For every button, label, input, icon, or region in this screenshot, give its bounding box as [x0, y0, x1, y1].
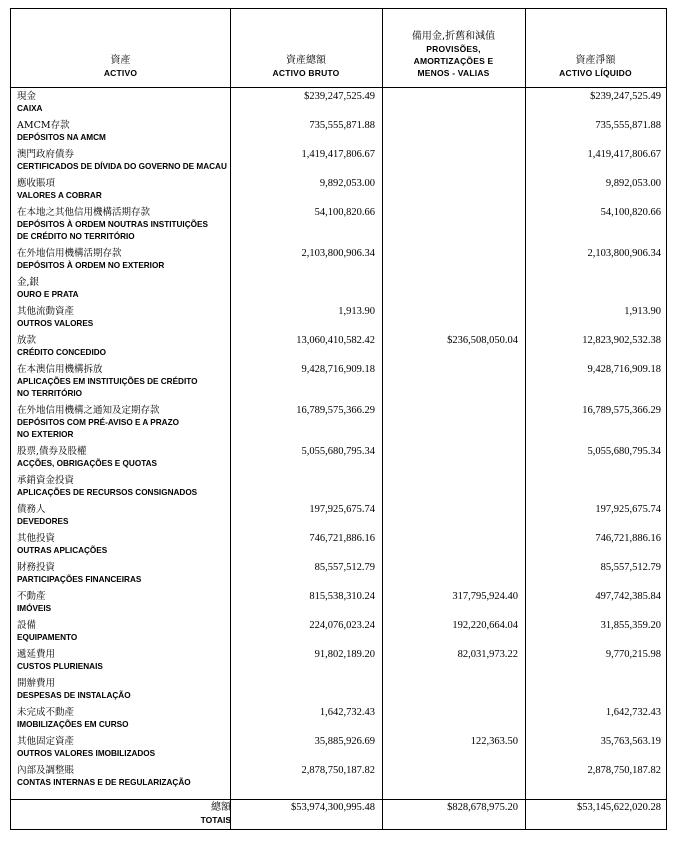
table-row [11, 649, 666, 678]
row-label-zh: 在本地之其他信用機構活期存款 [17, 207, 151, 218]
header-activo-liquido [525, 9, 666, 87]
row-label-pt: DEPÓSITOS NA AMCM [17, 133, 106, 142]
table-row [11, 504, 666, 533]
row-label-pt: APLICAÇÕES DE RECURSOS CONSIGNADOS [17, 488, 198, 497]
row-label-zh: 其他流動資產 [17, 306, 75, 317]
header-bruto-pt: ACTIVO BRUTO [272, 68, 340, 78]
header-provisoes [382, 9, 525, 87]
row-label [17, 562, 227, 586]
row-label [17, 620, 227, 644]
row-label-pt: DEPÓSITOS À ORDEM NOUTRAS INSTITUIÇÕES [17, 220, 208, 229]
row-label-pt: VALORES A COBRAR [17, 191, 102, 200]
cell-provisoes: 192,220,664.04 [452, 620, 518, 631]
row-label-zh: 現金 [17, 91, 37, 102]
row-label [17, 736, 227, 760]
row-label [17, 335, 227, 359]
cell-activo-liquido: 1,913.90 [624, 306, 661, 317]
table-row [11, 765, 666, 794]
row-label-pt: DEVEDORES [17, 517, 69, 526]
header-prov-pt3: MENOS - VALIAS [417, 68, 490, 78]
cell-activo-liquido: 9,892,053.00 [605, 178, 661, 189]
totals-row [11, 802, 666, 828]
table-row [11, 562, 666, 591]
cell-activo-bruto: 2,878,750,187.82 [301, 765, 375, 776]
row-label-zh: 設備 [17, 620, 37, 631]
row-label-pt: OUTROS VALORES IMOBILIZADOS [17, 749, 156, 758]
row-label-zh: 在外地信用機構活期存款 [17, 248, 122, 259]
table-row [11, 533, 666, 562]
row-label-pt: OUTRAS APLICAÇÕES [17, 546, 108, 555]
cell-activo-liquido: 197,925,675.74 [595, 504, 661, 515]
cell-activo-liquido: 5,055,680,795.34 [587, 446, 661, 457]
cell-activo-liquido: 54,100,820.66 [600, 207, 661, 218]
header-liquido-zh: 資產淨額 [575, 55, 616, 66]
row-label-zh: 在本澳信用機構拆放 [17, 364, 103, 375]
cell-activo-liquido: 35,763,563.19 [600, 736, 661, 747]
row-label-zh: 內部及調整賬 [17, 765, 75, 776]
cell-activo-liquido: 9,428,716,909.18 [587, 364, 661, 375]
row-label [17, 649, 227, 673]
table-row [11, 178, 666, 207]
cell-activo-bruto: 9,428,716,909.18 [301, 364, 375, 375]
table-row [11, 364, 666, 405]
row-label-pt: ACÇÕES, OBRIGAÇÕES E QUOTAS [17, 459, 157, 468]
cell-activo-liquido: 497,742,385.84 [595, 591, 661, 602]
row-label-zh: 債務人 [17, 504, 46, 515]
row-label-zh: 澳門政府債券 [17, 149, 75, 160]
cell-activo-bruto: 815,538,310.24 [309, 591, 375, 602]
table-row [11, 335, 666, 364]
row-label-pt: DESPESAS DE INSTALAÇÃO [17, 691, 131, 700]
cell-activo-bruto: 9,892,053.00 [319, 178, 375, 189]
table-row [11, 149, 666, 178]
cell-activo-bruto: 197,925,675.74 [309, 504, 375, 515]
cell-activo-liquido: 1,642,732.43 [605, 707, 661, 718]
table-row [11, 405, 666, 446]
row-label-pt: DEPÓSITOS À ORDEM NO EXTERIOR [17, 261, 165, 270]
row-label [17, 120, 227, 144]
cell-activo-liquido: 735,555,871.88 [595, 120, 661, 131]
row-label [17, 207, 227, 243]
row-label-pt: DE CRÉDITO NO TERRITÓRIO [17, 232, 135, 241]
cell-activo-bruto: 1,913.90 [338, 306, 375, 317]
cell-activo-liquido: 85,557,512.79 [600, 562, 661, 573]
header-prov-pt1: PROVISÕES, [426, 44, 481, 54]
row-label [17, 678, 227, 702]
row-label [17, 405, 227, 441]
row-label [17, 248, 227, 272]
cell-activo-bruto: 85,557,512.79 [314, 562, 375, 573]
row-label [17, 149, 227, 173]
cell-activo-bruto: 1,642,732.43 [319, 707, 375, 718]
row-label [17, 306, 227, 330]
row-label-zh: 財務投資 [17, 562, 56, 573]
row-label [17, 591, 227, 615]
row-label-pt: CONTAS INTERNAS E DE REGULARIZAÇÃO [17, 778, 191, 787]
cell-activo-liquido: 16,789,575,366.29 [582, 405, 661, 416]
totals-label [201, 802, 231, 826]
cell-provisoes: 82,031,973.22 [457, 649, 518, 660]
row-label [17, 475, 227, 499]
table-row [11, 475, 666, 504]
table-row [11, 707, 666, 736]
row-label-zh: 股票,債券及股權 [17, 446, 87, 457]
cell-activo-bruto: $239,247,525.49 [304, 91, 375, 102]
cell-activo-liquido: 31,855,359.20 [600, 620, 661, 631]
cell-activo-bruto: 91,802,189.20 [314, 649, 375, 660]
table-row [11, 306, 666, 335]
cell-activo-bruto: 13,060,410,582.42 [296, 335, 375, 346]
cell-activo-bruto: 16,789,575,366.29 [296, 405, 375, 416]
row-label [17, 446, 227, 470]
cell-activo-bruto: 746,721,886.16 [309, 533, 375, 544]
row-label [17, 277, 227, 301]
row-label-pt: CERTIFICADOS DE DÍVIDA DO GOVERNO DE MACAU [17, 162, 227, 171]
row-label-pt: APLICAÇÕES EM INSTITUIÇÕES DE CRÉDITO [17, 377, 198, 386]
row-label-pt: CAIXA [17, 104, 43, 113]
cell-provisoes: 122,363.50 [470, 736, 518, 747]
row-label-zh: 不動產 [17, 591, 46, 602]
header-bruto-zh: 資產總額 [286, 55, 326, 66]
row-label-zh: 承銷資金投資 [17, 475, 75, 486]
cell-activo-bruto: 54,100,820.66 [314, 207, 375, 218]
row-label-pt: CRÉDITO CONCEDIDO [17, 348, 107, 357]
cell-activo-liquido: 2,103,800,906.34 [587, 248, 661, 259]
cell-activo-liquido: 12,823,902,532.38 [582, 335, 661, 346]
cell-activo-liquido: 746,721,886.16 [595, 533, 661, 544]
cell-provisoes: $236,508,050.04 [447, 335, 518, 346]
totals-divider [11, 799, 666, 800]
row-label [17, 707, 227, 731]
row-label-pt: NO TERRITÓRIO [17, 389, 83, 398]
row-label-pt: CUSTOS PLURIENAIS [17, 662, 103, 671]
row-label-zh: 其他固定資產 [17, 736, 75, 747]
row-label-pt: IMOBILIZAÇÕES EM CURSO [17, 720, 129, 729]
cell-activo-liquido: $239,247,525.49 [590, 91, 661, 102]
row-label-zh: 在外地信用機構之通知及定期存款 [17, 405, 160, 416]
totals-label-zh: 總額 [211, 802, 231, 813]
cell-activo-bruto: 224,076,023.24 [309, 620, 375, 631]
header-activo [11, 9, 230, 87]
table-row [11, 446, 666, 475]
header-liquido-pt: ACTIVO LÍQUIDO [559, 68, 632, 78]
table-row [11, 620, 666, 649]
row-label [17, 364, 227, 400]
totals-label-pt: TOTAIS [200, 815, 231, 825]
row-label-pt: DEPÓSITOS COM PRÉ-AVISO E A PRAZO [17, 418, 179, 427]
cell-activo-liquido: 1,419,417,806.67 [587, 149, 661, 160]
row-label-zh: 放款 [17, 335, 37, 346]
row-label-zh: 其他投資 [17, 533, 56, 544]
row-label [17, 533, 227, 557]
cell-activo-bruto: 35,885,926.69 [314, 736, 375, 747]
row-label [17, 765, 227, 789]
totals-provisoes: $828,678,975.20 [447, 802, 518, 813]
balance-sheet-table [10, 8, 667, 830]
row-label-pt: PARTICIPAÇÕES FINANCEIRAS [17, 575, 142, 584]
row-label-pt: IMÓVEIS [17, 604, 52, 613]
cell-activo-liquido: 9,770,215.98 [605, 649, 661, 660]
header-activo-bruto [230, 9, 382, 87]
row-label-pt: EQUIPAMENTO [17, 633, 78, 642]
table-row [11, 591, 666, 620]
table-row [11, 736, 666, 765]
row-label-zh: 開辦費用 [17, 678, 56, 689]
row-label [17, 504, 227, 528]
row-label-pt: OUTROS VALORES [17, 319, 94, 328]
cell-activo-bruto: 2,103,800,906.34 [301, 248, 375, 259]
cell-provisoes: 317,795,924.40 [452, 591, 518, 602]
header-prov-zh: 備用金,折舊和減值 [411, 31, 496, 42]
cell-activo-bruto: 5,055,680,795.34 [301, 446, 375, 457]
cell-activo-liquido: 2,878,750,187.82 [587, 765, 661, 776]
row-label-zh: AMCM存款 [17, 120, 70, 131]
row-label-zh: 遞延費用 [17, 649, 56, 660]
row-label-pt: NO EXTERIOR [17, 430, 74, 439]
header-prov-pt2: AMORTIZAÇÕES E [413, 56, 494, 66]
table-row [11, 120, 666, 149]
header-activo-pt: ACTIVO [103, 68, 138, 78]
row-label [17, 178, 227, 202]
table-row [11, 248, 666, 277]
totals-activo-bruto: $53,974,300,995.48 [291, 802, 375, 813]
table-row [11, 207, 666, 248]
header-divider [11, 87, 666, 88]
row-label-zh: 未完成不動產 [17, 707, 75, 718]
table-row [11, 91, 666, 120]
cell-activo-bruto: 735,555,871.88 [309, 120, 375, 131]
row-label-pt: OURO E PRATA [17, 290, 79, 299]
cell-activo-bruto: 1,419,417,806.67 [301, 149, 375, 160]
totals-activo-liquido: $53,145,622,020.28 [577, 802, 661, 813]
row-label-zh: 金,銀 [17, 277, 40, 288]
header-activo-zh: 資產 [110, 55, 131, 66]
row-label-zh: 應收賬項 [17, 178, 56, 189]
table-row [11, 277, 666, 306]
table-row [11, 678, 666, 707]
row-label [17, 91, 227, 115]
